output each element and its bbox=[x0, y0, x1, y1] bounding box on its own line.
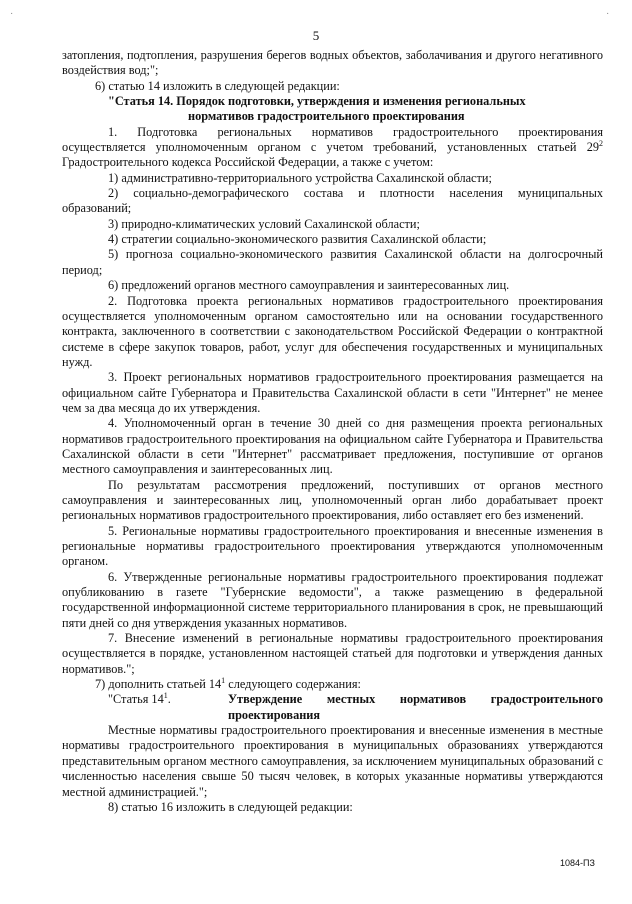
page-number: 5 bbox=[312, 28, 320, 43]
paragraph: 6) статью 14 изложить в следующей редакции: bbox=[95, 78, 340, 93]
article-14-title-line1: "Статья 14. Порядок подготовки, утверждения и изменения региональных bbox=[108, 94, 526, 109]
paragraph: 2. Подготовка проекта региональных нормативов градостроительного проектирования осуществляется уполномоченным органом самостоятельно или на основании государственного контракта, заключенного в соответствии с законодательством Российской Федерации о контрактной системе в сфере закупок товаров, работ, услуг для обеспечения государственных и муниципальных нужд. bbox=[62, 293, 603, 369]
article-14-1-title-line1: Утверждение местных нормативов градостроительного bbox=[228, 692, 603, 707]
paragraph: 5. Региональные нормативы градостроительного проектирования и внесенные изменения в региональные нормативы градостроительного проектирования утверждаются уполномоченным органом. bbox=[62, 523, 603, 569]
paragraph: 4. Уполномоченный орган в течение 30 дней со дня размещения проекта региональных нормативов градостроительного проектирования на официальном сайте Губернатора и Правительства Сахалинской области в сети "Интернет" рассматривает предложения, поступившие от органов местного самоуправления и заинтересованных лиц. bbox=[62, 416, 603, 477]
paragraph: 3. Проект региональных нормативов градостроительного проектирования размещается на официальном сайте Губернатора и Правительства Сахалинской области в сети "Интернет" не менее чем за два месяца до их утверждения. bbox=[62, 370, 603, 415]
article-14-title-line2: нормативов градостроительного проектирования bbox=[188, 109, 465, 124]
document-code: 1084-ПЗ bbox=[560, 858, 595, 868]
scan-mark-top-right: · bbox=[606, 8, 610, 19]
paragraph: 6. Утвержденные региональные нормативы градостроительного проектирования подлежат опубликованию в газете "Губернские ведомости", а также размещению в федеральной государственной информационной системе территориального планирования в срок, не превышающий пяти дней со дня утверждения указанных нормативов. bbox=[62, 569, 603, 630]
article-14-1-number: "Статья $14^1$. bbox=[108, 691, 171, 707]
list-item: 5) прогноза социально-экономического развития Сахалинской области на долгосрочный период; bbox=[62, 247, 603, 277]
article-14-1-title-line2: проектирования bbox=[228, 707, 321, 722]
document-body bbox=[62, 48, 603, 815]
paragraph: По результатам рассмотрения предложений, поступивших от органов местного самоуправления и заинтересованных лиц, уполномоченный орган либо дорабатывает проект региональных нормативов градостроительного проектирования, либо оставляет его без изменений. bbox=[62, 477, 603, 523]
scan-mark-top-left: · bbox=[10, 8, 14, 19]
paragraph: 8) статью 16 изложить в следующей редакции: bbox=[108, 799, 353, 814]
paragraph: затопления, подтопления, разрушения берегов водных объектов, заболачивания и другого негативного воздействия вод;"; bbox=[62, 48, 603, 78]
list-item: 4) стратегии социально-экономического развития Сахалинской области; bbox=[108, 232, 487, 247]
list-item: 6) предложений органов местного самоуправления и заинтересованных лиц. bbox=[108, 278, 510, 293]
paragraph: 7) дополнить статьей $14^1$ следующего содержания: bbox=[95, 676, 361, 692]
article-14-title bbox=[108, 94, 603, 125]
list-item: 2) социально-демографического состава и плотности населения муниципальных образований; bbox=[62, 186, 603, 216]
paragraph: 1. Подготовка региональных нормативов градостроительного проектирования осуществляется уполномоченным органом с учетом требований, установленных статьей $29^2$ Градостроительного кодекса Российской Федерации, а также с учетом: bbox=[62, 124, 603, 170]
list-item: 1) административно-территориального устройства Сахалинской области; bbox=[108, 170, 492, 185]
list-item: 3) природно-климатических условий Сахалинской области; bbox=[108, 216, 420, 231]
article-14-1-title bbox=[108, 692, 603, 723]
paragraph: 7. Внесение изменений в региональные нормативы градостроительного проектирования осуществляется в порядке, установленном настоящей статьей для подготовки и утверждения данных нормативов."; bbox=[62, 631, 603, 676]
paragraph: Местные нормативы градостроительного проектирования и внесенные изменения в местные нормативы градостроительного проектирования в муниципальных образованиях утверждаются представительным органом местного самоуправления, за исключением муниципальных образований с численностью населения свыше 50 тысяч человек, в которых указанные нормативы утверждаются местной администрацией."; bbox=[62, 723, 603, 799]
